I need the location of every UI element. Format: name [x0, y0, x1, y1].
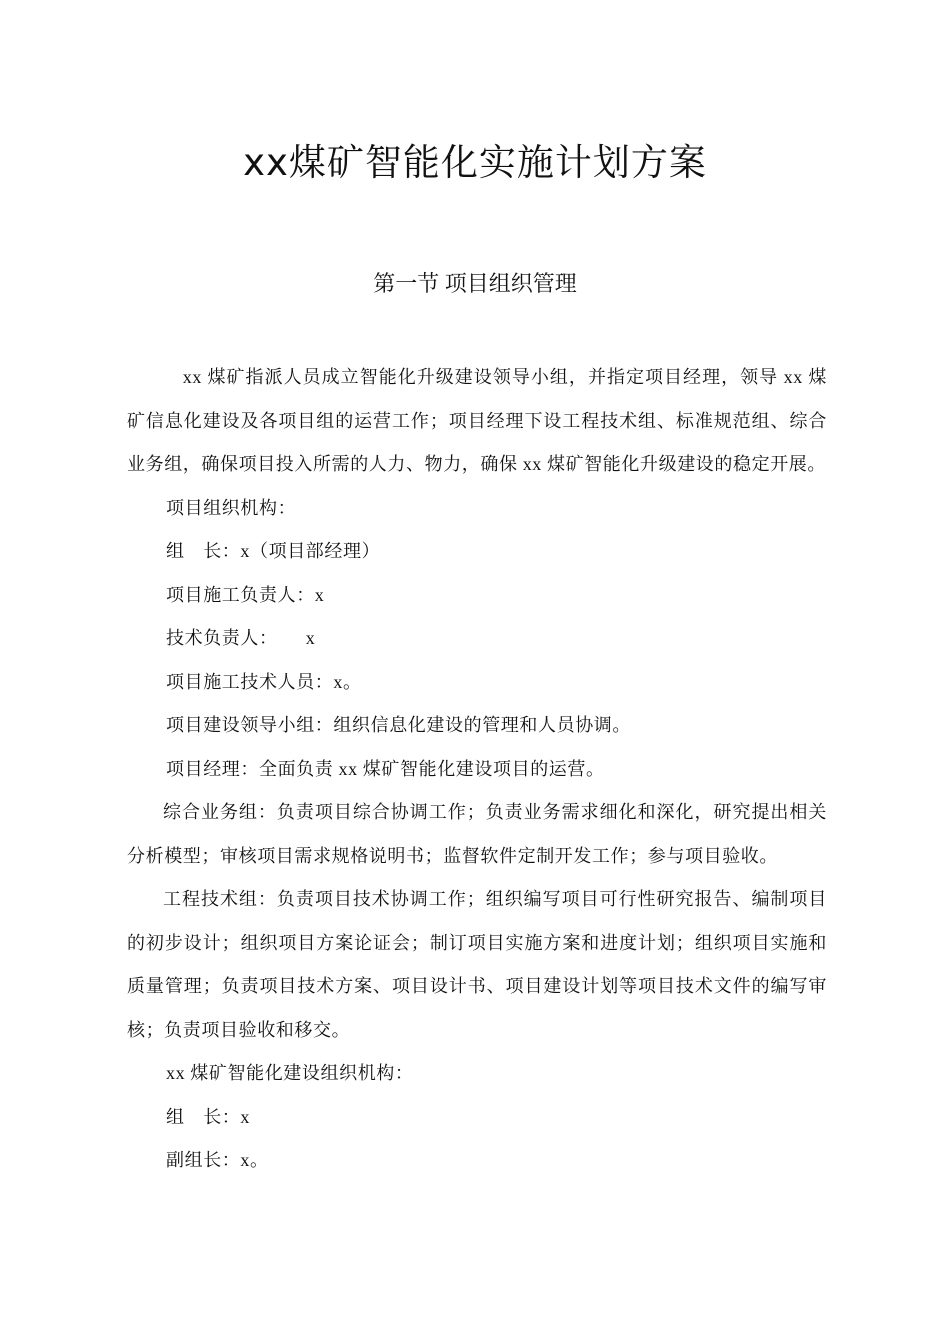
construction-tech-staff-line: 项目施工技术人员：x。 [166, 671, 362, 692]
leader-line: 组 长：x（项目部经理） [166, 541, 381, 561]
leading-group-line: 项目建设领导小组：组织信息化建设的管理和人员协调。 [166, 715, 631, 735]
document-title: xx煤矿智能化实施计划方案 [243, 141, 707, 184]
project-manager-line: 项目经理：全面负责 xx 煤矿智能化建设项目的运营。 [166, 758, 605, 779]
section-title: 第一节 项目组织管理 [373, 271, 577, 296]
construction-lead-line: 项目施工负责人：x [166, 584, 325, 605]
business-group-paragraph: 综合业务组：负责项目综合协调工作；负责业务需求细化和深化，研究提出相关分析模型；审核项目需求规格说明书；监督软件定制开发工作；参与项目验收。 [127, 802, 827, 866]
org-heading: 项目组织机构： [166, 497, 297, 518]
engineering-group-paragraph: 工程技术组：负责项目技术协调工作；组织编写项目可行性研究报告、编制项目的初步设计；组织项目方案论证会；制订项目实施方案和进度计划；组织项目实施和质量管理；负责项目技术方案、项目设计书、项目建设计划等项目技术文件的编写审核；负责项目验收和移交。 [127, 889, 827, 1040]
tech-lead-line: 技术负责人： x [166, 628, 316, 648]
mine-org-heading: xx 煤矿智能化建设组织机构： [166, 1063, 414, 1083]
mine-leader-line: 组 长：x [166, 1106, 250, 1127]
intro-paragraph: xx 煤矿指派人员成立智能化升级建设领导小组，并指定项目经理，领导 xx 煤矿信息化建设及各项目组的运营工作；项目经理下设工程技术组、标准规范组、综合业务组，确保项目投入所需的人力、物力，确保 xx 煤矿智能化升级建设的稳定开展。 [127, 367, 827, 474]
deputy-leader-line: 副组长：x。 [166, 1150, 269, 1170]
document-body [127, 356, 827, 1183]
